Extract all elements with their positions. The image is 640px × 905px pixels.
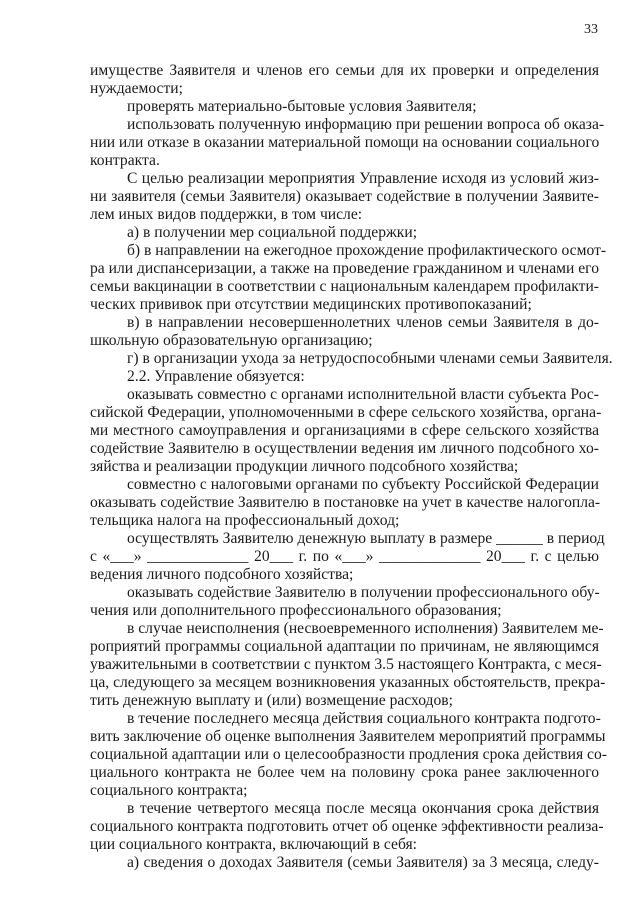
text-line: в течение четвертого месяца после месяца окончания срока действия bbox=[127, 800, 599, 817]
text-line: социальной адаптации или о целесообразности продления срока действия со- bbox=[90, 746, 607, 763]
text-line: ца, следующего за месяцем возникновения указанных обстоятельств, прекра- bbox=[90, 674, 606, 691]
text-line: социального контракта; bbox=[90, 782, 248, 799]
text-line: ведения личного подсобного хозяйства; bbox=[90, 566, 354, 583]
text-line: оказывать совместно с органами исполнительной власти субъекта Рос- bbox=[127, 386, 599, 403]
text-line: чения или дополнительного профессионального образования; bbox=[90, 602, 502, 619]
text-line: ми местного самоуправления и организациями в сфере сельского хозяйства bbox=[90, 422, 599, 439]
text-line: ции социального контракта, включающий в себя: bbox=[90, 836, 418, 853]
text-line: имуществе Заявителя и членов его семьи для их проверки и определения bbox=[90, 62, 599, 79]
text-line: г) в организации ухода за нетрудоспособными членами семьи Заявителя. bbox=[127, 350, 613, 367]
text-line: в) в направлении несовершеннолетних членов семьи Заявителя в до- bbox=[127, 314, 599, 331]
text-line: оказывать содействие Заявителю в постановке на учет в качестве налогопла- bbox=[90, 494, 601, 511]
text-line: зяйства и реализации продукции личного подсобного хозяйства; bbox=[90, 458, 519, 475]
text-line: тельщика налога на профессиональный доход; bbox=[90, 512, 400, 529]
text-line: вить заключение об оценке выполнения Заявителем мероприятий программы bbox=[90, 728, 606, 745]
text-line: циального контракта не более чем на половину срока ранее заключенного bbox=[90, 764, 599, 781]
text-line: лем иных видов поддержки, в том числе: bbox=[90, 206, 363, 223]
text-line: уважительными в соответствии с пунктом 3.5 настоящего Контракта, с меся- bbox=[90, 656, 602, 673]
text-line: ческих прививок при отсутствии медицинских противопоказаний; bbox=[90, 296, 532, 313]
text-line: ра или диспансеризации, а также на проведение гражданином и членами его bbox=[90, 260, 599, 277]
text-line: семьи вакцинации в соответствии с национальным календарем профилакти- bbox=[90, 278, 599, 295]
text-line: а) сведения о доходах Заявителя (семьи Заявителя) за 3 месяца, следу- bbox=[127, 854, 599, 871]
text-line: социального контракта подготовить отчет об оценке эффективности реализа- bbox=[90, 818, 604, 835]
text-line: проверять материально-бытовые условия Заявителя; bbox=[127, 98, 477, 115]
text-line: сийской Федерации, уполномоченными в сфере сельского хозяйства, органа- bbox=[90, 404, 602, 421]
page-number: 33 bbox=[584, 22, 598, 37]
text-line: контракта. bbox=[90, 152, 160, 169]
text-line: нии или отказе в оказании материальной помощи на основании социального bbox=[90, 134, 600, 151]
text-line: б) в направлении на ежегодное прохождение профилактического осмот- bbox=[127, 242, 607, 259]
text-line: 2.2. Управление обязуется: bbox=[127, 368, 305, 385]
text-line: в течение последнего месяца действия социального контракта подгото- bbox=[127, 710, 601, 727]
text-line: роприятий программы социальной адаптации по причинам, не являющимся bbox=[90, 638, 599, 655]
text-line: оказывать содействие Заявителю в получении профессионального обу- bbox=[127, 584, 600, 601]
text-line: с «___» _____________ 20___ г. по «___» _____________ 20___ г. с целью bbox=[90, 548, 599, 565]
text-line: тить денежную выплату и (или) возмещение расходов; bbox=[90, 692, 453, 709]
text-line: использовать полученную информацию при решении вопроса об оказа- bbox=[127, 116, 605, 133]
text-line: а) в получении мер социальной поддержки; bbox=[127, 224, 418, 241]
text-line: в случае неисполнения (несвоевременного исполнения) Заявителем ме- bbox=[127, 620, 604, 637]
text-line: школьную образовательную организацию; bbox=[90, 332, 373, 349]
text-line: содействие Заявителю в осуществлении ведения им личного подсобного хо- bbox=[90, 440, 599, 457]
text-line: нуждаемости; bbox=[90, 80, 183, 97]
text-line: С целью реализации мероприятия Управление исходя из условий жиз- bbox=[127, 170, 599, 187]
text-line: совместно с налоговыми органами по субъекту Российской Федерации bbox=[127, 476, 599, 493]
text-line: ни заявителя (семьи Заявителя) оказывает содействие в получении Заявите- bbox=[90, 188, 599, 205]
text-line: осуществлять Заявителю денежную выплату в размере ______ в период bbox=[127, 530, 605, 547]
